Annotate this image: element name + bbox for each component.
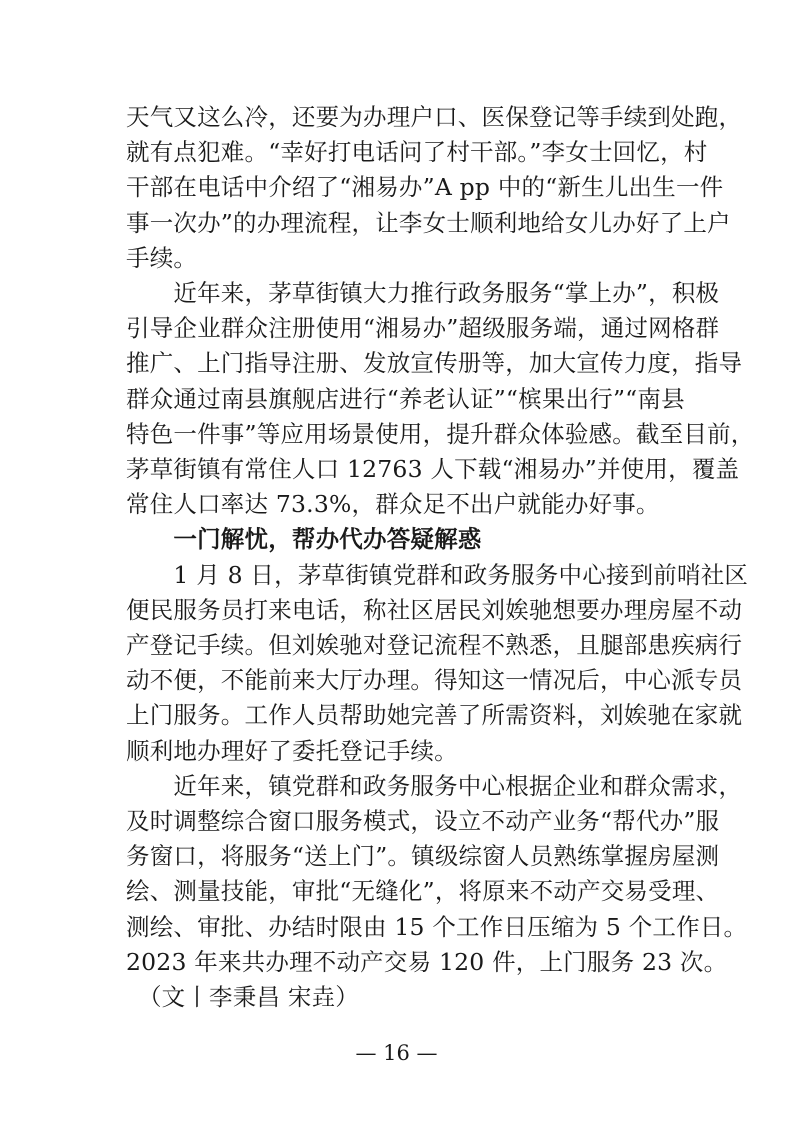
text-line: 就有点犯难。“幸好打电话问了村干部。”李女士回忆，村	[126, 138, 708, 167]
text-line: 常住人口率达 73.3%，群众足不出户就能办好事。	[126, 490, 660, 519]
text-line: 推广、上门指导注册、发放宣传册等，加大宣传力度，指导	[126, 349, 743, 378]
text-line: 群众通过南县旗舰店进行“养老认证”“槟果出行”“南县	[126, 384, 685, 413]
text-line: 顺利地办理好了委托登记手续。	[126, 736, 458, 765]
text-line: 务窗口，将服务“送上门”。镇级综窗人员熟练掌握房屋测	[126, 842, 720, 871]
section-heading: 一门解忧，帮办代办答疑解惑	[126, 525, 482, 554]
text-line: 特色一件事”等应用场景使用，提升群众体验感。截至目前，	[126, 419, 755, 448]
text-line: 测绘、审批、办结时限由 15 个工作日压缩为 5 个工作日。	[126, 912, 748, 941]
text-line: 2023 年来共办理不动产交易 120 件，上门服务 23 次。	[126, 947, 728, 976]
text-line: 1 月 8 日，茅草街镇党群和政务服务中心接到前哨社区	[126, 560, 749, 589]
page-number: — 16 —	[355, 1041, 438, 1065]
text-line: 茅草街镇有常住人口 12763 人下载“湘易办”并使用，覆盖	[126, 455, 740, 483]
text-line: 动不便，不能前来大厅办理。得知这一情况后，中心派专员	[126, 666, 743, 695]
text-line: 及时调整综合窗口服务模式，设立不动产业务“帮代办”服	[126, 807, 720, 835]
text-line: 产登记手续。但刘娭驰对登记流程不熟悉，且腿部患疾病行	[126, 631, 743, 659]
text-line: 天气又这么冷，还要为办理户口、医保登记等手续到处跑，	[126, 103, 743, 131]
text-line: 上门服务。工作人员帮助她完善了所需资料，刘娭驰在家就	[126, 701, 743, 730]
text-line: 便民服务员打来电话，称社区居民刘娭驰想要办理房屋不动	[126, 595, 743, 624]
text-line: 干部在电话中介绍了“湘易办”A pp 中的“新生儿出生一件	[126, 173, 724, 202]
text-line: 近年来，镇党群和政务服务中心根据企业和群众需求，	[126, 771, 743, 800]
text-line: 绘、测量技能，审批“无缝化”，将原来不动产交易受理、	[126, 877, 720, 906]
text-line: 手续。	[126, 243, 198, 272]
text-line: 引导企业群众注册使用“湘易办”超级服务端，通过网格群	[126, 314, 720, 343]
text-line: 事一次办”的办理流程，让李女士顺利地给女儿办好了上户	[126, 208, 731, 237]
byline: （文丨李秉昌 宋垚）	[126, 983, 359, 1011]
text-line: 近年来，茅草街镇大力推行政务服务“掌上办”，积极	[126, 279, 720, 307]
